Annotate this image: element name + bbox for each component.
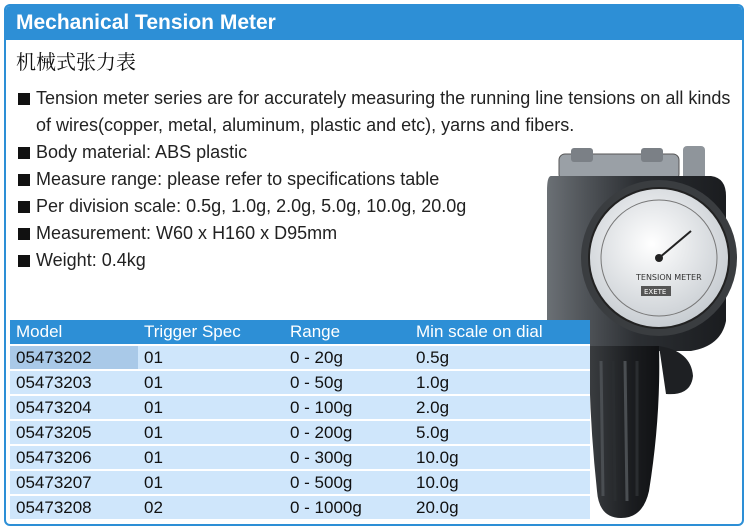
cell-min-scale: 2.0g bbox=[410, 395, 590, 420]
cell-min-scale: 1.0g bbox=[410, 370, 590, 395]
square-bullet-icon bbox=[18, 255, 30, 267]
cell-range: 0 - 1000g bbox=[284, 495, 410, 519]
cell-trigger: 01 bbox=[138, 445, 284, 470]
cell-trigger: 01 bbox=[138, 345, 284, 370]
cell-min-scale: 0.5g bbox=[410, 345, 590, 370]
cell-model: 05473205 bbox=[10, 420, 138, 445]
square-bullet-icon bbox=[18, 228, 30, 240]
header-min-scale: Min scale on dial bbox=[410, 320, 590, 345]
cell-min-scale: 10.0g bbox=[410, 470, 590, 495]
cell-model: 05473208 bbox=[10, 495, 138, 519]
document-frame bbox=[4, 4, 744, 526]
cell-model: 05473204 bbox=[10, 395, 138, 420]
feature-text: Per division scale: 0.5g, 1.0g, 2.0g, 5.0g, 10.0g, 20.0g bbox=[36, 196, 467, 216]
page-title: Mechanical Tension Meter bbox=[6, 6, 742, 40]
cell-model: 05473206 bbox=[10, 445, 138, 470]
table-row bbox=[10, 370, 590, 395]
cell-model[interactable]: 05473202 bbox=[10, 345, 138, 370]
cell-range: 0 - 200g bbox=[284, 420, 410, 445]
header-model: Model bbox=[10, 320, 138, 345]
cell-model: 05473203 bbox=[10, 370, 138, 395]
cell-trigger: 01 bbox=[138, 395, 284, 420]
square-bullet-icon bbox=[18, 201, 30, 213]
cell-min-scale: 5.0g bbox=[410, 420, 590, 445]
table-row bbox=[10, 445, 590, 470]
brand-logo: EXETE bbox=[644, 288, 667, 296]
feature-text: Body material: ABS plastic bbox=[36, 142, 248, 162]
cell-trigger: 01 bbox=[138, 470, 284, 495]
cell-model: 05473207 bbox=[10, 470, 138, 495]
table-header-row bbox=[10, 320, 590, 345]
square-bullet-icon bbox=[18, 147, 30, 159]
cell-trigger: 01 bbox=[138, 370, 284, 395]
feature-text: Measurement: W60 x H160 x D95mm bbox=[36, 223, 338, 243]
feature-item bbox=[16, 85, 744, 139]
page-subtitle: 机械式张力表 bbox=[16, 50, 136, 74]
square-bullet-icon bbox=[18, 174, 30, 186]
feature-text: Measure range: please refer to specifications table bbox=[36, 169, 440, 189]
cell-range: 0 - 20g bbox=[284, 345, 410, 370]
feature-text: Tension meter series are for accurately measuring the running line tensions on all kinds of wires(copper, metal, aluminum, plastic and etc), yarns and fibers. bbox=[36, 88, 731, 135]
cell-min-scale: 10.0g bbox=[410, 445, 590, 470]
feature-text: Weight: 0.4kg bbox=[36, 250, 146, 270]
dial-label: TENSION METER bbox=[636, 273, 702, 282]
table-row bbox=[10, 345, 590, 370]
cell-range: 0 - 50g bbox=[284, 370, 410, 395]
table-row bbox=[10, 495, 590, 519]
cell-range: 0 - 300g bbox=[284, 445, 410, 470]
spec-table bbox=[10, 320, 590, 519]
header-trigger-spec: Trigger Spec bbox=[138, 320, 284, 345]
cell-range: 0 - 100g bbox=[284, 395, 410, 420]
table-row bbox=[10, 470, 590, 495]
square-bullet-icon bbox=[18, 93, 30, 105]
table-row bbox=[10, 420, 590, 445]
cell-trigger: 02 bbox=[138, 495, 284, 519]
cell-range: 0 - 500g bbox=[284, 470, 410, 495]
cell-min-scale: 20.0g bbox=[410, 495, 590, 519]
header-range: Range bbox=[284, 320, 410, 345]
table-row bbox=[10, 395, 590, 420]
cell-trigger: 01 bbox=[138, 420, 284, 445]
